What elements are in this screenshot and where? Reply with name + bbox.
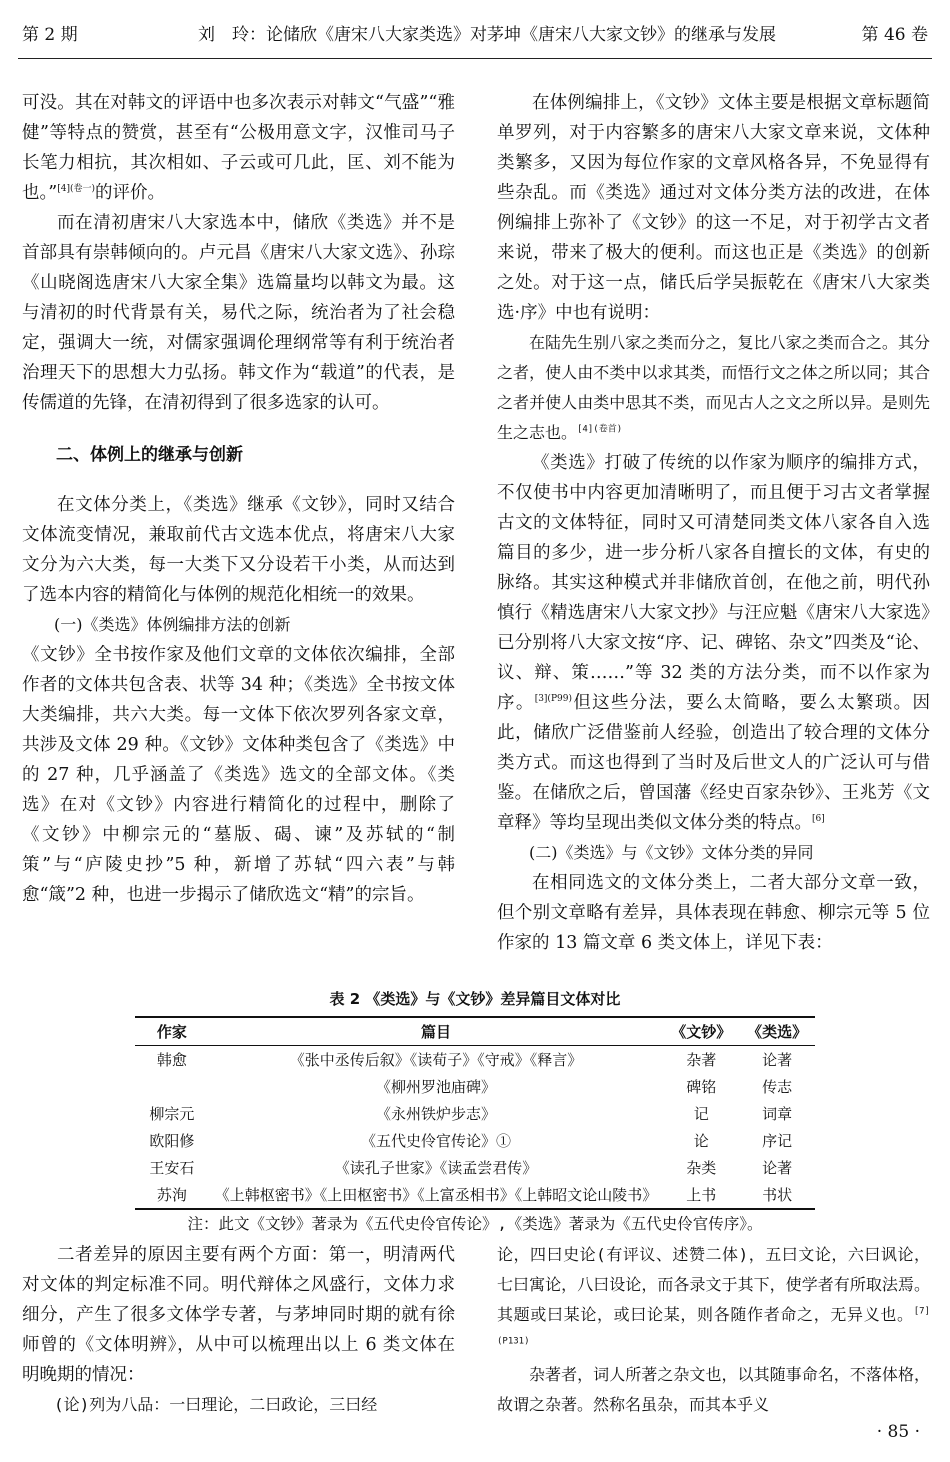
cell-title: 《永州铁炉步志》 (376, 1105, 497, 1123)
bottom-left-column (22, 1240, 455, 1420)
cell-author: 韩愈 (156, 1051, 187, 1069)
header-rule (18, 58, 932, 59)
quote-text: 在陆先生别八家之类而分之，复比八家之类而合之。其分之者，使人由不类中以求其类，而悟行文之体之所以同；其合之者并使人由类中思其不类，而见古人之文之所以异。是则先生之志也。 (497, 333, 930, 442)
table-row (135, 1046, 815, 1074)
cell-wenchao: 碑铭 (686, 1078, 717, 1096)
paragraph-text: 但这些分法，要么太简略，要么太繁琐。因此，储欣广泛借鉴前人经验，创造出了较合理的文体分类方式。而这也得到了当时及后世文人的广泛认可与借鉴。在储欣之后，曾国藩《经史百家杂钞》、王兆芳《文章释》等均呈现出类似文体分类的特点。 (497, 693, 930, 833)
running-title: 刘 玲：论储欣《唐宋八大家类选》对茅坤《唐宋八大家文钞》的继承与发展 (198, 25, 776, 45)
volume-number: 第 46 卷 (861, 25, 928, 45)
cell-wenchao: 上书 (663, 1181, 739, 1209)
issue-number: 第 2 期 (22, 25, 78, 45)
table-row (135, 1127, 815, 1154)
cell-author: 苏洵 (135, 1181, 209, 1209)
paragraph: 在相同选文的文体分类上，二者大部分文章一致，但个别文章略有差异，具体表现在韩愈、柳宗元等 5 位作家的 13 篇文章 6 类文体上，详见下表： (497, 873, 930, 953)
paragraph: 而在清初唐宋八大家选本中，储欣《类选》并不是首部具有崇韩倾向的。卢元昌《唐宋八大家文选》、孙琮《山晓阁选唐宋八大家全集》选篇量均以韩文为最。这与清初的时代背景有关，易代之际，统治者为了社会稳定，强调大一统，对儒家强调伦理纲常等有利于统治者治理天下的思想大力弘扬。韩文作为“载道”的代表，是传儒道的先锋，在清初得到了很多选家的认可。 (22, 213, 455, 413)
header-leixuan: 《类选》 (739, 1017, 815, 1046)
table-row (135, 1073, 815, 1100)
header-wenchao: 《文钞》 (663, 1017, 739, 1046)
cell-title: 《五代史伶官传论》① (361, 1132, 512, 1150)
table-header-row (135, 1017, 815, 1046)
cell-title: 《读孔子世家》《读孟尝君传》 (334, 1159, 538, 1177)
right-column (497, 88, 930, 958)
table-note: 注：此文《文钞》著录为《五代史伶官传论》,《类选》著录为《五代史伶官传序》。 (187, 1215, 763, 1233)
cell-leixuan: 论著 (762, 1051, 793, 1069)
cell-leixuan: 序记 (762, 1132, 793, 1150)
cell-title: 《张中丞传后叙》《读荀子》《守戒》《释言》 (289, 1051, 583, 1069)
block-quote (497, 1240, 930, 1360)
paragraph: 《文钞》全书按作家及他们文章的文体依次编排，全部作者的文体共包含表、状等 34 种；《类选》全书按文体大类编排，共六大类。每一文体下依次罗列各家文章，共涉及文体 29 种。《文钞》文体种类包含了《类选》中的 27 种，几乎涵盖了《类选》选文的全部文体。《类选》在对《文钞》内容进行精简化的过程中，删除了《文钞》中柳宗元的“墓版、碣、谏”及苏轼的“制策”与“庐陵史抄”5 种，新增了苏轼“四六表”与韩愈“箴”2 种，也进一步揭示了储欣选文“精”的宗旨。 (22, 645, 455, 905)
paragraph (22, 88, 455, 208)
cell-leixuan: 书状 (739, 1181, 815, 1209)
bottom-right-column (497, 1240, 930, 1420)
block-quote: 杂著者，词人所著之杂文也，以其随事命名，不落体格，故谓之杂著。然称名虽杂，而其本乎义 (497, 1365, 930, 1414)
table-row (135, 1181, 815, 1209)
cell-title: 《柳州罗池庙碑》 (376, 1078, 497, 1096)
citation-ref: [7](P131) (497, 1306, 930, 1347)
paragraph-text: 《类选》打破了传统的以作家为顺序的编排方式，不仅使书中内容更加清晰明了，而且便于习古文者掌握古文的文体特征，同时又可清楚同类文体八家各自入选篇目的多少，进一步分析八家各自擅长的文体，有史的脉络。其实这种模式并非储欣首创，在他之前，明代孙慎行《精选唐宋八大家文抄》与汪应魁《唐宋八大家选》已分别将八大家文按“序、记、碑铭、杂文”四类及“论、议、辩、策……”等 32 类的方法分类，而不以作家为序。 (497, 453, 930, 713)
cell-author: 王安石 (149, 1159, 195, 1177)
table-row (135, 1154, 815, 1181)
block-quote (497, 328, 930, 448)
subsection-heading: (二)《类选》与《文钞》文体分类的异同 (529, 843, 814, 862)
citation-ref: [4](卷首) (577, 424, 623, 435)
cell-leixuan: 词章 (762, 1105, 793, 1123)
paragraph: 二者差异的原因主要有两个方面：第一，明清两代对文体的判定标准不同。明代辩体之风盛行，文体力求细分，产生了很多文体学专著，与茅坤同时期的就有徐师曾的《文体明辨》，从中可以梳理出以上 6 类文体在明晚期的情况： (22, 1245, 455, 1385)
cell-author: 欧阳修 (149, 1132, 195, 1150)
cell-wenchao: 记 (693, 1105, 709, 1123)
cell-leixuan: 论著 (762, 1159, 793, 1177)
table-row (135, 1100, 815, 1127)
section-heading: 二、体例上的继承与创新 (56, 445, 243, 465)
paragraph (497, 448, 930, 838)
citation-ref: [4](卷一) (57, 184, 95, 195)
cell-wenchao: 杂著 (686, 1051, 717, 1069)
paragraph-text: 可没。其在对韩文的评语中也多次表示对韩文“气盛”“雅健”等特点的赞赏，甚至有“公极用意文字，汉惟司马子长笔力相抗，其次相如、子云或可几此，匡、刘不能为也。” (22, 93, 455, 203)
page-number: · 85 · (876, 1422, 920, 1442)
cell-leixuan: 传志 (762, 1078, 793, 1096)
comparison-table (135, 1016, 815, 1210)
quote-text: 论，四曰史论(有评议、述赞二体)，五曰文论，六曰讽论，七曰寓论，八曰设论，而各录文于其下，使学者有所取法焉。其题或曰某论，或曰论某，则各随作者命之，无异义也。 (497, 1245, 930, 1324)
cell-author: 柳宗元 (149, 1105, 195, 1123)
header-title: 篇目 (209, 1017, 664, 1046)
subsection-heading: (一)《类选》体例编排方法的创新 (54, 615, 291, 634)
paragraph: 在文体分类上，《类选》继承《文钞》，同时又结合文体流变情况，兼取前代古文选本优点，将唐宋八大家文分为六大类，每一大类下又分设若干小类，从而达到了选本内容的精简化与体例的规范化相统一的效果。 (22, 495, 455, 605)
cell-title: 《上韩枢密书》《上田枢密书》《上富丞相书》《上韩昭文论山陵书》 (209, 1181, 664, 1209)
paragraph-text: 的评价。 (94, 183, 165, 203)
table-caption: 表 2 《类选》与《文钞》差异篇目文体对比 (329, 990, 621, 1008)
cell-wenchao: 杂类 (686, 1159, 717, 1177)
running-header (0, 12, 950, 52)
cell-author (135, 1073, 209, 1100)
left-column (22, 88, 455, 910)
block-quote: (论)列为八品：一曰理论，二曰政论，三曰经 (54, 1395, 378, 1414)
paragraph: 在体例编排上，《文钞》文体主要是根据文章标题简单罗列，对于内容繁多的唐宋八大家文章来说，文体种类繁多，又因为每位作家的文章风格各异，不免显得有些杂乱。而《类选》通过对文体分类方法的改进，在体例编排上弥补了《文钞》的这一不足，对于初学古文者来说，带来了极大的便利。而这也正是《类选》的创新之处。对于这一点，储氏后学吴振乾在《唐宋八大家类选·序》中也有说明： (497, 93, 930, 323)
cell-wenchao: 论 (693, 1132, 709, 1150)
header-author: 作家 (135, 1017, 209, 1046)
citation-ref: [3](P99) (534, 694, 572, 705)
citation-ref: [6] (812, 814, 825, 825)
